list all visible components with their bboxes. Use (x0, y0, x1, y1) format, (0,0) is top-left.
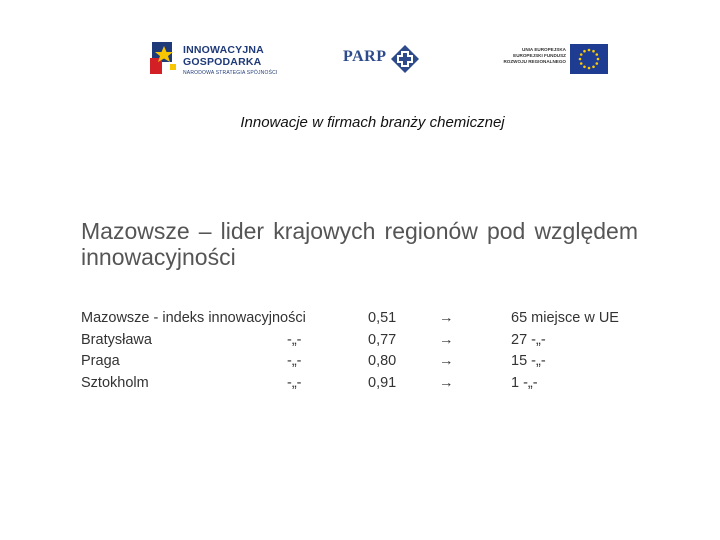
row-value: 0,77 (368, 331, 397, 348)
logo-ig-line1: INNOWACYJNA (183, 44, 264, 56)
eu-logo-line1: UNIA EUROPEJSKA (522, 47, 566, 52)
row-rank: 27 -„- (511, 331, 546, 348)
row-arrow: → (439, 310, 454, 326)
row-label: Praga (81, 353, 120, 369)
innovation-index-list (81, 310, 641, 396)
parp-logo (343, 44, 423, 78)
row-value: 0,51 (368, 310, 397, 326)
document-title: Innowacje w firmach branży chemicznej (240, 114, 505, 131)
list-row (81, 375, 641, 397)
list-row (81, 353, 641, 375)
eu-logo (498, 44, 613, 76)
row-value: 0,91 (368, 374, 397, 391)
list-row (81, 332, 641, 354)
star-logo-icon (148, 40, 178, 78)
row-label: Bratysława (81, 331, 152, 348)
logo-ig-line3: NARODOWA STRATEGIA SPÓJNOŚCI (183, 70, 278, 76)
eu-logo-text (498, 47, 566, 66)
list-row (81, 310, 641, 332)
row-rank: 65 miejsce w UE (511, 310, 619, 326)
eu-flag-icon (570, 44, 608, 74)
row-label: Mazowsze - indeks innowacyjności (81, 310, 306, 326)
row-arrow: → (439, 374, 454, 391)
row-ditto: -„- (287, 331, 302, 348)
logo-ig-line2: GOSPODARKA (183, 56, 262, 68)
row-rank: 1 -„- (511, 374, 538, 391)
row-arrow: → (439, 331, 454, 348)
parp-cross-icon (390, 44, 420, 74)
row-value: 0,80 (368, 353, 397, 369)
eu-logo-line2: EUROPEJSKI FUNDUSZ (513, 53, 566, 59)
section-heading: Mazowsze – lider krajowych regionów pod względem innowacyjności (81, 218, 638, 270)
row-label: Sztokholm (81, 374, 149, 391)
parp-logo-text: PARP (343, 48, 387, 65)
row-ditto: -„- (287, 353, 302, 369)
row-arrow: → (439, 353, 454, 369)
innowacyjna-gospodarka-logo (148, 40, 278, 80)
eu-logo-line3: ROZWOJU REGIONALNEGO (503, 59, 566, 65)
row-ditto: -„- (287, 374, 302, 391)
row-rank: 15 -„- (511, 353, 546, 369)
